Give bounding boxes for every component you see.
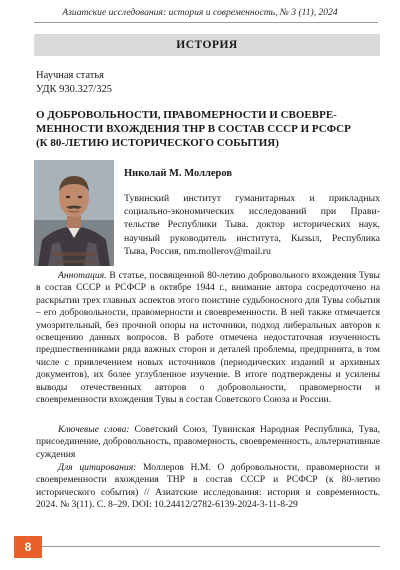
author-affiliation xyxy=(124,192,380,258)
abstract-label: Аннотация. xyxy=(58,270,107,281)
keywords-text: Советский Союз, Тувинская Народная Республика, Тува, присоединение, добровольность, правомерность, своевременность, альтернативные суждения xyxy=(36,424,381,460)
affiliation-line: Тыва, Россия, nm.mollerov@mail.ru xyxy=(124,245,271,257)
journal-header: Азиатские исследования: история и современность, № 3 (11), 2024 xyxy=(0,0,400,26)
article-title xyxy=(36,108,380,151)
abstract-text: В статье, посвященной 80-летию добровольного вхождения Тувы в состав СССР и РСФСР в октябре 1944 г., внимание автора сосредоточено на раскрытии трех главных аспектов этого поистине судьбоносного для Тувы события – его добровольности, правомерности и своевременности. В ней также отмечается умозрительный, без прочной опоры на источники, подход либеральных авторов к освещению данных вопросов. В работе отмечена недостаточная изученность предшественниками ряда важных сторон и деталей проблемы, предпринята, в том числе с привлечением новых источников (периодических изданий и архивных документов), их более углубленное изучение. В итоге подтверждены и усилены выводы отечественных авторов о добровольности, правомерности и своевременности вхождения Тувы в состав Советского Союза и России. xyxy=(36,270,380,406)
article-title-line: О ДОБРОВОЛЬНОСТИ, ПРАВОМЕРНОСТИ И СВОЕВРЕ- xyxy=(36,109,337,121)
article-title-line: МЕННОСТИ ВХОЖДЕНИЯ ТНР В СОСТАВ СССР И РСФСР xyxy=(36,123,351,136)
citation-label: Для цитирования: xyxy=(58,462,137,473)
citation xyxy=(36,462,380,512)
citation-text: Моллеров Н.М. О добровольности, правомерности и своевременности вхождения ТНР в состав СССР и РСФСР (к 80-летию исторического события) // Азиатские исследования: история и современность. 2024. № 3(11). С. 8–29. DOI: 10.24412/2782-6139-2024-3-11-8-29 xyxy=(36,462,380,511)
footer-divider xyxy=(42,546,380,547)
author-photo xyxy=(34,160,114,266)
affiliation-line: Тувинский институт гуманитарных и прикладных xyxy=(124,193,380,204)
keywords-label: Ключевые слова: xyxy=(58,424,130,435)
author-name: Николай М. Моллеров xyxy=(124,168,233,179)
abstract xyxy=(36,270,380,406)
section-title: ИСТОРИЯ xyxy=(34,34,380,56)
article-type: Научная статья xyxy=(36,70,104,81)
affiliation-line: научный руководитель института, Кызыл, Республика xyxy=(124,232,380,244)
page-number: 8 xyxy=(14,536,42,558)
udc-code: УДК 930.327/325 xyxy=(36,84,112,95)
affiliation-line: тельстве Республики Тыва. доктор исторических наук, xyxy=(124,219,380,231)
article-title-line: (К 80-ЛЕТИЮ ИСТОРИЧЕСКОГО СОБЫТИЯ) xyxy=(36,137,279,150)
keywords xyxy=(36,424,380,461)
affiliation-line: социально-экономических исследований при Прави- xyxy=(124,206,380,218)
